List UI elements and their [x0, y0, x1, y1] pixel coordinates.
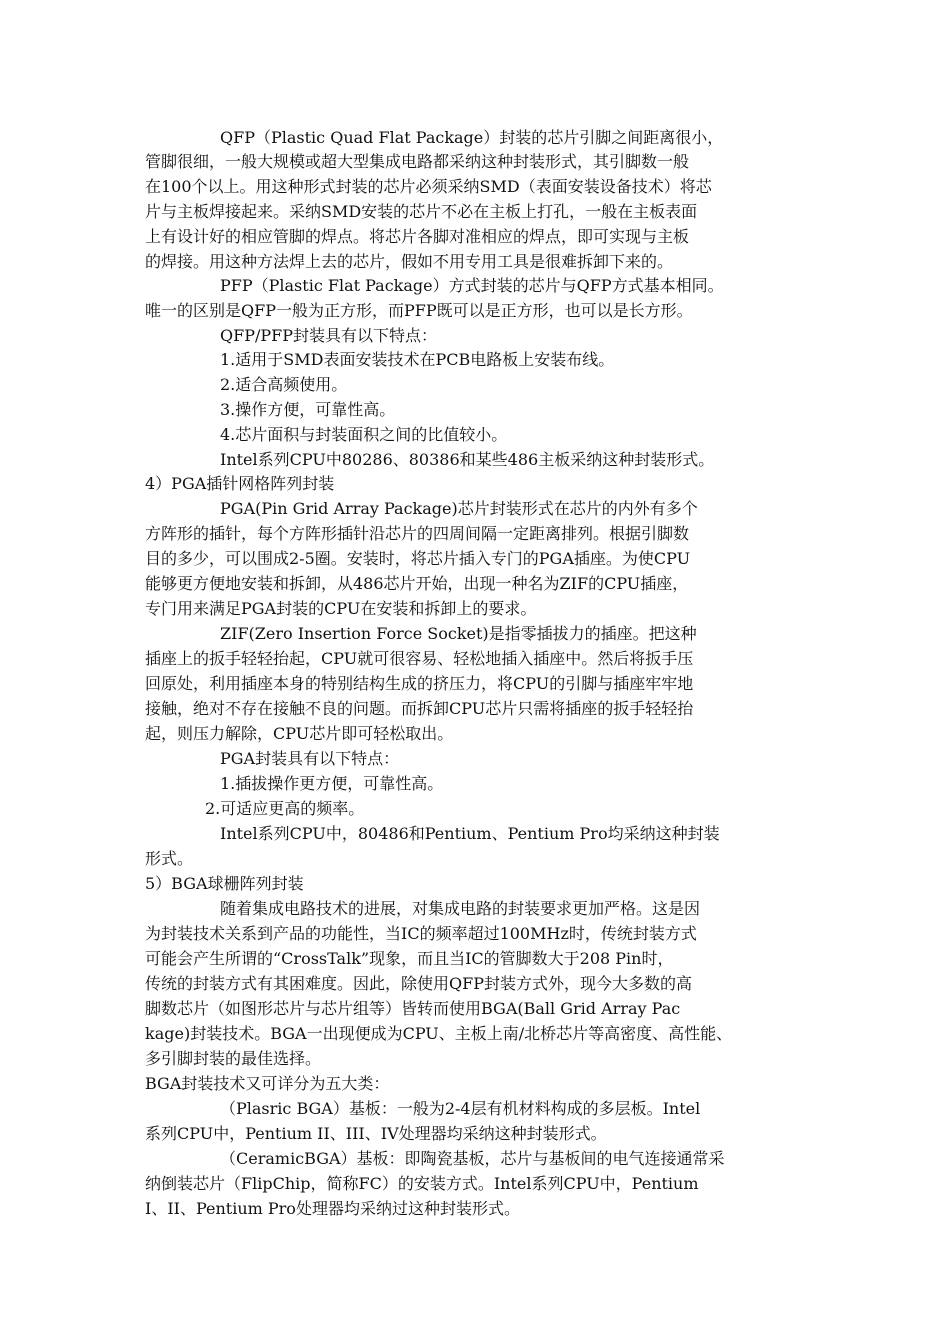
text-line: 方阵形的插针，每个方阵形插针沿芯片的四周间隔一定距离排列。根据引脚数 — [145, 524, 690, 543]
text-line: （Plasric BGA）基板：一般为2-4层有机材料构成的多层板。Intel — [220, 1099, 701, 1118]
text-line: 回原处，利用插座本身的特别结构生成的挤压力，将CPU的引脚与插座牢牢地 — [145, 674, 694, 693]
text-line: 多引脚封装的最佳选择。 — [145, 1049, 322, 1068]
text-line: 传统的封装方式有其困难度。因此，除使用QFP封装方式外，现今大多数的高 — [145, 974, 692, 993]
text-line: 管脚很细，一般大规模或超大型集成电路都采纳这种封装形式，其引脚数一般 — [145, 152, 690, 171]
list-item: 1.插拔操作更方便，可靠性高。 — [220, 774, 444, 793]
list-item: 3.操作方便，可靠性高。 — [220, 400, 396, 419]
text-line: 专门用来满足PGA封装的CPU在安装和拆卸上的要求。 — [145, 599, 537, 618]
text-line: QFP（Plastic Quad Flat Package）封装的芯片引脚之间距离很小， — [220, 128, 724, 147]
text-line: PFP（Plastic Flat Package）方式封装的芯片与QFP方式基本相同。 — [220, 276, 724, 295]
text-line: BGA封装技术又可详分为五大类： — [145, 1074, 390, 1093]
section-heading: 4）PGA插针网格阵列封装 — [145, 474, 335, 493]
text-line: 唯一的区别是QFP一般为正方形，而PFP既可以是正方形，也可以是长方形。 — [145, 301, 693, 320]
text-line: 的焊接。用这种方法焊上去的芯片，假如不用专用工具是很难拆卸下来的。 — [145, 252, 674, 271]
list-item: 1.适用于SMD表面安装技术在PCB电路板上安装布线。 — [220, 350, 615, 369]
text-line: 能够更方便地安装和拆卸，从486芯片开始，出现一种名为ZIF的CPU插座， — [145, 574, 689, 593]
text-line: ZIF(Zero Insertion Force Socket)是指零插拔力的插座。把这种 — [220, 624, 697, 643]
text-line: 接触，绝对不存在接触不良的问题。而拆卸CPU芯片只需将插座的扳手轻轻抬 — [145, 699, 694, 718]
section-heading: 5）BGA球栅阵列封装 — [145, 874, 304, 893]
list-item: 2.可适应更高的频率。 — [205, 799, 365, 818]
text-line: PGA封装具有以下特点： — [220, 749, 400, 768]
text-line: 起，则压力解除，CPU芯片即可轻松取出。 — [145, 724, 454, 743]
text-line: 上有设计好的相应管脚的焊点。将芯片各脚对准相应的焊点，即可实现与主板 — [145, 227, 690, 246]
text-line: 为封装技术关系到产品的功能性，当IC的频率超过100MHz时，传统封装方式 — [145, 924, 697, 943]
text-line: QFP/PFP封装具有以下特点： — [220, 326, 438, 345]
text-line: 可能会产生所谓的“CrossTalk”现象，而且当IC的管脚数大于208 Pin时， — [145, 949, 674, 968]
text-line: kage)封装技术。BGA一出现便成为CPU、主板上南/北桥芯片等高密度、高性能、 — [145, 1024, 733, 1043]
text-line: 插座上的扳手轻轻抬起，CPU就可很容易、轻松地插入插座中。然后将扳手压 — [145, 649, 694, 668]
text-line: 随着集成电路技术的进展，对集成电路的封装要求更加严格。这是因 — [220, 899, 701, 918]
text-line: 形式。 — [145, 849, 194, 868]
text-line: 在100个以上。用这种形式封装的芯片必须采纳SMD（表面安装设备技术）将芯 — [145, 177, 712, 196]
text-line: I、II、Pentium Pro处理器均采纳过这种封装形式。 — [145, 1199, 520, 1218]
text-line: Intel系列CPU中80286、80386和某些486主板采纳这种封装形式。 — [220, 450, 715, 469]
text-line: （CeramicBGA）基板：即陶瓷基板，芯片与基板间的电气连接通常采 — [220, 1149, 725, 1168]
text-line: 系列CPU中，Pentium II、III、IV处理器均采纳这种封装形式。 — [145, 1124, 607, 1143]
text-line: 纳倒装芯片（FlipChip，简称FC）的安装方式。Intel系列CPU中，Pentium — [145, 1174, 699, 1193]
list-item: 4.芯片面积与封装面积之间的比值较小。 — [220, 425, 508, 444]
list-item: 2.适合高频使用。 — [220, 375, 348, 394]
text-line: PGA(Pin Grid Array Package)芯片封装形式在芯片的内外有多个 — [220, 499, 698, 518]
text-line: 片与主板焊接起来。采纳SMD安装的芯片不必在主板上打孔，一般在主板表面 — [145, 202, 698, 221]
text-line: Intel系列CPU中，80486和Pentium、Pentium Pro均采纳这种封装 — [220, 824, 720, 843]
text-line: 脚数芯片（如图形芯片与芯片组等）皆转而使用BGA(Ball Grid Array Pac — [145, 999, 681, 1018]
text-line: 目的多少，可以围成2-5圈。安装时，将芯片插入专门的PGA插座。为使CPU — [145, 549, 691, 568]
